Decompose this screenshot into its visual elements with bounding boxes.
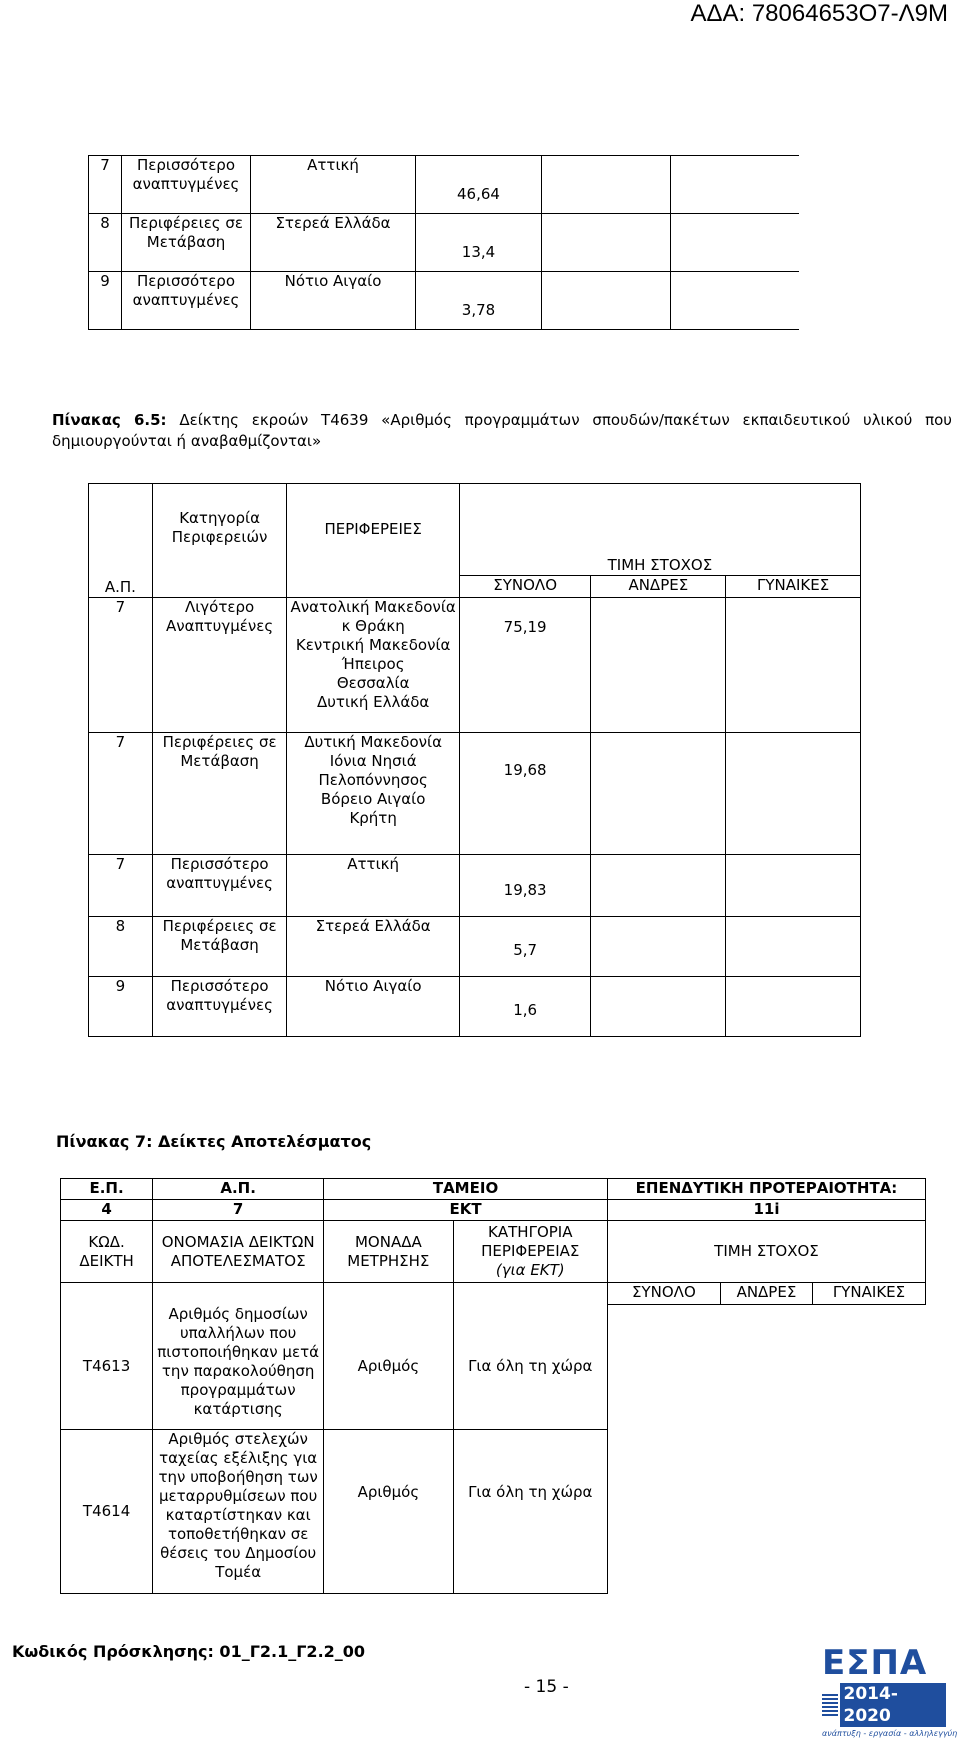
table-row bbox=[89, 598, 861, 733]
page-number: - 15 - bbox=[524, 1677, 569, 1697]
header-regions: ΠΕΡΙΦΕΡΕΙΕΣ bbox=[287, 484, 459, 598]
logo-years: 2014-2020 bbox=[840, 1683, 947, 1727]
men-cell bbox=[591, 598, 726, 733]
total-cell: 1,6 bbox=[459, 977, 591, 1037]
men-cell bbox=[591, 855, 726, 917]
call-code: Κωδικός Πρόσκλησης: 01_Γ2.1_Γ2.2_00 bbox=[12, 1642, 366, 1661]
men-cell bbox=[542, 272, 671, 330]
empty-cell bbox=[61, 1283, 153, 1305]
category-cell: Περιφέρειες σε Μετάβαση bbox=[122, 214, 251, 272]
men-cell bbox=[591, 977, 726, 1037]
total-cell: 75,19 bbox=[459, 598, 591, 733]
header-category bbox=[453, 1221, 607, 1283]
table-row bbox=[89, 917, 861, 977]
header-name: ΟΝΟΜΑΣΙΑ ΔΕΙΚΤΩΝ ΑΠΟΤΕΛΕΣΜΑΤΟΣ bbox=[153, 1221, 324, 1283]
name-cell: Αριθμός στελεχών ταχείας εξέλιξης για την υποβοήθηση των μεταρρυθμίσεων που καταρτίστηκαν και τοποθετήθηκαν σε θέσεις του Δημοσίου Τομέα bbox=[153, 1430, 324, 1594]
code-cell: Τ4614 bbox=[61, 1430, 153, 1594]
header-ap: Α.Π. bbox=[153, 1179, 324, 1200]
logo-band bbox=[822, 1683, 946, 1727]
table-row bbox=[89, 272, 800, 330]
men-cell bbox=[720, 1430, 812, 1594]
name-cell: Αριθμός δημοσίων υπαλλήλων που πιστοποιήθηκαν μετά την παρακολούθηση προγραμμάτων κατάρτισης bbox=[153, 1305, 324, 1430]
caption-text: Δείκτης εκροών Τ4639 «Αριθμός προγραμμάτων σπουδών/πακέτων εκπαιδευτικού υλικού που δημιουργούνται ή αναβαθμίζονται» bbox=[52, 411, 952, 450]
men-cell bbox=[542, 156, 671, 214]
header-category-label: ΚΑΤΗΓΟΡΙΑ ΠΕΡΙΦΕΡΕΙΑΣ bbox=[481, 1223, 580, 1260]
table-caption-6-5 bbox=[52, 410, 952, 452]
empty-cell bbox=[153, 1283, 324, 1305]
header-men: ΑΝΔΡΕΣ bbox=[720, 1283, 812, 1305]
region-cell: Νότιο Αιγαίο bbox=[287, 977, 459, 1037]
value-ap: 7 bbox=[153, 1200, 324, 1221]
caption-label: Πίνακας 6.5: bbox=[52, 411, 167, 429]
header-code: ΚΩΔ. ΔΕΙΚΤΗ bbox=[61, 1221, 153, 1283]
women-cell bbox=[671, 214, 800, 272]
header-ap: Α.Π. bbox=[89, 484, 153, 598]
value-ep: 4 bbox=[61, 1200, 153, 1221]
ap-cell: 9 bbox=[89, 977, 153, 1037]
total-cell: 5,7 bbox=[459, 917, 591, 977]
ada-header: ΑΔΑ: 78064653Ο7-Λ9Μ bbox=[690, 0, 948, 27]
table-top-continuation bbox=[88, 155, 799, 330]
category-cell: Λιγότερο Αναπτυγμένες bbox=[152, 598, 287, 733]
men-cell bbox=[542, 214, 671, 272]
logo-text: ΕΣΠΑ bbox=[822, 1643, 928, 1683]
category-cell: Για όλη τη χώρα bbox=[453, 1305, 607, 1430]
header-target: ΤΙΜΗ ΣΤΟΧΟΣ bbox=[459, 484, 860, 576]
ap-cell: 9 bbox=[89, 272, 122, 330]
region-cell: Στερεά Ελλάδα bbox=[287, 917, 459, 977]
men-cell bbox=[591, 733, 726, 855]
caption-text: Δείκτες Αποτελέσματος bbox=[152, 1132, 372, 1151]
header-women: ΓΥΝΑΙΚΕΣ bbox=[813, 1283, 926, 1305]
ap-cell: 7 bbox=[89, 855, 153, 917]
table-row bbox=[61, 1305, 926, 1430]
women-cell bbox=[726, 917, 861, 977]
table-7 bbox=[60, 1178, 926, 1594]
category-cell: Περιφέρειες σε Μετάβαση bbox=[152, 917, 287, 977]
header-category: Κατηγορία Περιφερειών bbox=[152, 484, 287, 598]
men-cell bbox=[591, 917, 726, 977]
total-cell bbox=[607, 1305, 720, 1430]
logo-tagline: ανάπτυξη - εργασία - αλληλεγγύη bbox=[822, 1729, 958, 1738]
ap-cell: 7 bbox=[89, 598, 153, 733]
empty-cell bbox=[453, 1283, 607, 1305]
ap-cell: 7 bbox=[89, 156, 122, 214]
women-cell bbox=[813, 1305, 926, 1430]
region-cell: Νότιο Αιγαίο bbox=[251, 272, 416, 330]
region-cell: Στερεά Ελλάδα bbox=[251, 214, 416, 272]
value-priority: 11i bbox=[607, 1200, 925, 1221]
table-row bbox=[61, 1430, 926, 1594]
women-cell bbox=[671, 272, 800, 330]
category-cell: Περισσότερο αναπτυγμένες bbox=[122, 156, 251, 214]
table-caption-7 bbox=[56, 1132, 371, 1151]
region-cell: Αττική bbox=[251, 156, 416, 214]
code-cell: Τ4613 bbox=[61, 1305, 153, 1430]
ap-cell: 8 bbox=[89, 917, 153, 977]
ap-cell: 8 bbox=[89, 214, 122, 272]
women-cell bbox=[726, 977, 861, 1037]
total-cell bbox=[607, 1430, 720, 1594]
category-cell: Περισσότερο αναπτυγμένες bbox=[152, 855, 287, 917]
unit-cell: Αριθμός bbox=[324, 1430, 453, 1594]
region-cell: Αττική bbox=[287, 855, 459, 917]
header-fund: ΤΑΜΕΙΟ bbox=[324, 1179, 608, 1200]
women-cell bbox=[671, 156, 800, 214]
table-row bbox=[89, 156, 800, 214]
header-ep: Ε.Π. bbox=[61, 1179, 153, 1200]
header-priority: ΕΠΕΝΔΥΤΙΚΗ ΠΡΟΤΕΡΑΙΟΤΗΤΑ: bbox=[607, 1179, 925, 1200]
category-cell: Για όλη τη χώρα bbox=[453, 1430, 607, 1594]
table-column-header-row bbox=[61, 1221, 926, 1283]
table-6-5 bbox=[88, 483, 861, 1037]
table-header-row bbox=[89, 484, 861, 576]
region-cell: Δυτική Μακεδονία Ιόνια Νησιά Πελοπόννησος Βόρειο Αιγαίο Κρήτη bbox=[287, 733, 459, 855]
category-cell: Περιφέρειες σε Μετάβαση bbox=[152, 733, 287, 855]
header-unit: ΜΟΝΑΔΑ ΜΕΤΡΗΣΗΣ bbox=[324, 1221, 453, 1283]
table-row bbox=[89, 214, 800, 272]
header-total: ΣΥΝΟΛΟ bbox=[607, 1283, 720, 1305]
men-cell bbox=[720, 1305, 812, 1430]
category-cell: Περισσότερο αναπτυγμένες bbox=[122, 272, 251, 330]
region-cell: Ανατολική Μακεδονία κ Θράκη Κεντρική Μακεδονία Ήπειρος Θεσσαλία Δυτική Ελλάδα bbox=[287, 598, 459, 733]
women-cell bbox=[726, 855, 861, 917]
header-category-note: (για ΕΚΤ) bbox=[495, 1261, 565, 1279]
category-cell: Περισσότερο αναπτυγμένες bbox=[152, 977, 287, 1037]
header-men: ΑΝΔΡΕΣ bbox=[591, 576, 726, 598]
total-cell: 13,4 bbox=[416, 214, 542, 272]
total-cell: 46,64 bbox=[416, 156, 542, 214]
empty-cell bbox=[324, 1283, 453, 1305]
table-values-row bbox=[61, 1200, 926, 1221]
header-total: ΣΥΝΟΛΟ bbox=[459, 576, 591, 598]
women-cell bbox=[813, 1430, 926, 1594]
total-cell: 3,78 bbox=[416, 272, 542, 330]
espa-logo bbox=[822, 1643, 958, 1738]
header-target: ΤΙΜΗ ΣΤΟΧΟΣ bbox=[607, 1221, 925, 1283]
total-cell: 19,83 bbox=[459, 855, 591, 917]
women-cell bbox=[726, 733, 861, 855]
table-header-row bbox=[61, 1179, 926, 1200]
greek-flag-icon bbox=[822, 1694, 838, 1716]
ap-cell: 7 bbox=[89, 733, 153, 855]
women-cell bbox=[726, 598, 861, 733]
table-row bbox=[89, 977, 861, 1037]
table-row bbox=[89, 733, 861, 855]
caption-label: Πίνακας 7: bbox=[56, 1132, 153, 1151]
table-row bbox=[89, 855, 861, 917]
unit-cell: Αριθμός bbox=[324, 1305, 453, 1430]
total-cell: 19,68 bbox=[459, 733, 591, 855]
header-women: ΓΥΝΑΙΚΕΣ bbox=[726, 576, 861, 598]
table-subheader-row bbox=[61, 1283, 926, 1305]
value-fund: ΕΚΤ bbox=[324, 1200, 608, 1221]
